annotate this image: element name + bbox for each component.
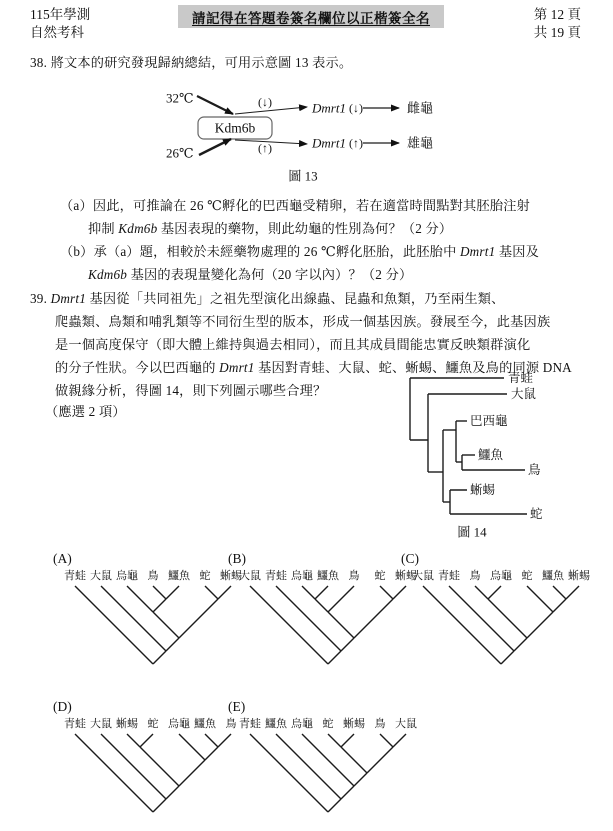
option-d-label: (D) xyxy=(53,699,72,714)
svg-text:Dmrt1: Dmrt1 xyxy=(312,100,346,116)
q38-intro-line: 38. 將文本的研究發現歸納總結，可用示意圖 13 表示。 xyxy=(30,55,353,70)
option-b-label: (B) xyxy=(228,551,246,566)
svg-text:大鼠: 大鼠 xyxy=(90,570,112,582)
svg-text:青蛙: 青蛙 xyxy=(508,372,534,385)
svg-text:大鼠: 大鼠 xyxy=(412,570,434,582)
svg-text:鳥: 鳥 xyxy=(348,570,360,582)
q38-sub-b-line-1: （b）承（a）題，相較於未經藥物處理的 26 ℃孵化胚胎，此胚胎中 Dmrt1 基因及 xyxy=(60,244,540,259)
svg-text:鱷魚: 鱷魚 xyxy=(265,718,287,730)
option-e-block xyxy=(220,699,432,828)
svg-text:烏龜: 烏龜 xyxy=(116,570,138,582)
svg-text:(↓): (↓) xyxy=(349,101,363,115)
svg-text:蛇: 蛇 xyxy=(530,507,543,521)
svg-text:鳥: 鳥 xyxy=(528,463,541,477)
q39-line-5: 做親緣分析，得圖 14，則下列圖示哪些合理？ xyxy=(55,383,327,398)
svg-text:蛇: 蛇 xyxy=(199,570,211,582)
svg-text:烏龜: 烏龜 xyxy=(168,718,190,730)
figure-14-tree xyxy=(400,372,565,544)
svg-text:蛇: 蛇 xyxy=(521,570,533,582)
svg-text:鱷魚: 鱷魚 xyxy=(168,570,190,582)
figure-13-diagram xyxy=(150,84,460,184)
option-c-label: (C) xyxy=(401,551,419,566)
svg-text:蜥蜴: 蜥蜴 xyxy=(343,718,365,730)
svg-text:(↑): (↑) xyxy=(258,141,272,155)
svg-text:青蛙: 青蛙 xyxy=(239,718,261,730)
svg-text:蛇: 蛇 xyxy=(322,718,334,730)
svg-text:蛇: 蛇 xyxy=(147,718,159,730)
page-total: 共 19 頁 xyxy=(533,25,581,40)
header-left xyxy=(30,6,90,42)
svg-text:鳥: 鳥 xyxy=(225,718,237,730)
subject-title: 自然考科 xyxy=(30,25,84,40)
q39-line-3: 是一個高度保守（即大體上維持與過去相同），而且其成員間能忠實反映類群演化 xyxy=(55,337,531,352)
header-right xyxy=(534,6,581,42)
svg-text:32℃: 32℃ xyxy=(166,90,194,106)
svg-text:鳥: 鳥 xyxy=(374,718,386,730)
option-e-tree xyxy=(232,716,432,828)
svg-text:蜥蜴: 蜥蜴 xyxy=(395,570,417,582)
option-a-label: (A) xyxy=(53,551,72,566)
page-number: 第 12 頁 xyxy=(533,7,581,22)
svg-text:青蛙: 青蛙 xyxy=(265,570,287,582)
svg-text:鱷魚: 鱷魚 xyxy=(478,448,504,462)
svg-text:圖 14: 圖 14 xyxy=(457,524,487,540)
signature-notice-banner xyxy=(178,5,444,28)
svg-text:鱷魚: 鱷魚 xyxy=(194,718,216,730)
svg-text:青蛙: 青蛙 xyxy=(438,570,460,582)
option-e-label: (E) xyxy=(228,699,246,714)
q39-line-1: 39. Dmrt1 基因從「共同祖先」之祖先型演化出線蟲、昆蟲和魚類，乃至兩生類、 xyxy=(30,291,505,306)
svg-text:大鼠: 大鼠 xyxy=(239,570,261,582)
svg-text:巴西龜: 巴西龜 xyxy=(470,414,508,428)
svg-text:青蛙: 青蛙 xyxy=(64,718,86,730)
svg-text:26℃: 26℃ xyxy=(166,145,194,161)
svg-text:大鼠: 大鼠 xyxy=(90,718,112,730)
option-c-block xyxy=(393,551,605,680)
svg-text:鱷魚: 鱷魚 xyxy=(542,570,564,582)
svg-text:Dmrt1: Dmrt1 xyxy=(312,135,346,151)
svg-text:大鼠: 大鼠 xyxy=(511,387,537,401)
svg-text:蜥蜴: 蜥蜴 xyxy=(116,718,138,730)
q39-line-2: 爬蟲類、鳥類和哺乳類等不同衍生型的版本，形成一個基因族。發展至今，此基因族 xyxy=(55,314,551,329)
kdm6b-box-label: Kdm6b xyxy=(214,120,256,136)
svg-text:蛇: 蛇 xyxy=(374,570,386,582)
svg-text:烏龜: 烏龜 xyxy=(490,570,512,582)
svg-text:圖 13: 圖 13 xyxy=(288,168,318,184)
svg-text:(↑): (↑) xyxy=(349,136,363,150)
svg-text:蜥蜴: 蜥蜴 xyxy=(470,483,496,497)
svg-text:鳥: 鳥 xyxy=(147,570,159,582)
svg-text:烏龜: 烏龜 xyxy=(291,570,313,582)
signature-notice-text: 請記得在答題卷簽名欄位以正楷簽全名 xyxy=(192,10,430,26)
svg-text:鱷魚: 鱷魚 xyxy=(317,570,339,582)
q39-choose-note: （應選 2 項） xyxy=(45,404,126,419)
option-c-tree xyxy=(405,568,605,680)
svg-text:蜥蜴: 蜥蜴 xyxy=(220,570,242,582)
q38-sub-a-line-1: （a）因此，可推論在 26 ℃孵化的巴西龜受精卵，若在適當時間點對其胚胎注射 xyxy=(60,198,530,213)
svg-text:蜥蜴: 蜥蜴 xyxy=(568,570,590,582)
svg-text:雌龜: 雌龜 xyxy=(407,100,434,116)
svg-text:雄龜: 雄龜 xyxy=(407,135,434,151)
svg-text:鳥: 鳥 xyxy=(469,570,481,582)
svg-text:烏龜: 烏龜 xyxy=(291,718,313,730)
svg-text:(↓): (↓) xyxy=(258,95,272,109)
q38-sub-a-line-2: 抑制 Kdm6b 基因表現的藥物，則此幼龜的性別為何？（2 分） xyxy=(88,221,453,236)
q38-sub-b-line-2: Kdm6b 基因的表現量變化為何（20 字以內）？（2 分） xyxy=(88,267,413,282)
q39-line-4: 的分子性狀。今以巴西龜的 Dmrt1 基因對青蛙、大鼠、蛇、蜥蜴、鱷魚及鳥的同源 DNA xyxy=(55,360,572,375)
svg-text:大鼠: 大鼠 xyxy=(395,718,417,730)
svg-text:青蛙: 青蛙 xyxy=(64,570,86,582)
exam-title: 115年學測 xyxy=(30,7,91,22)
